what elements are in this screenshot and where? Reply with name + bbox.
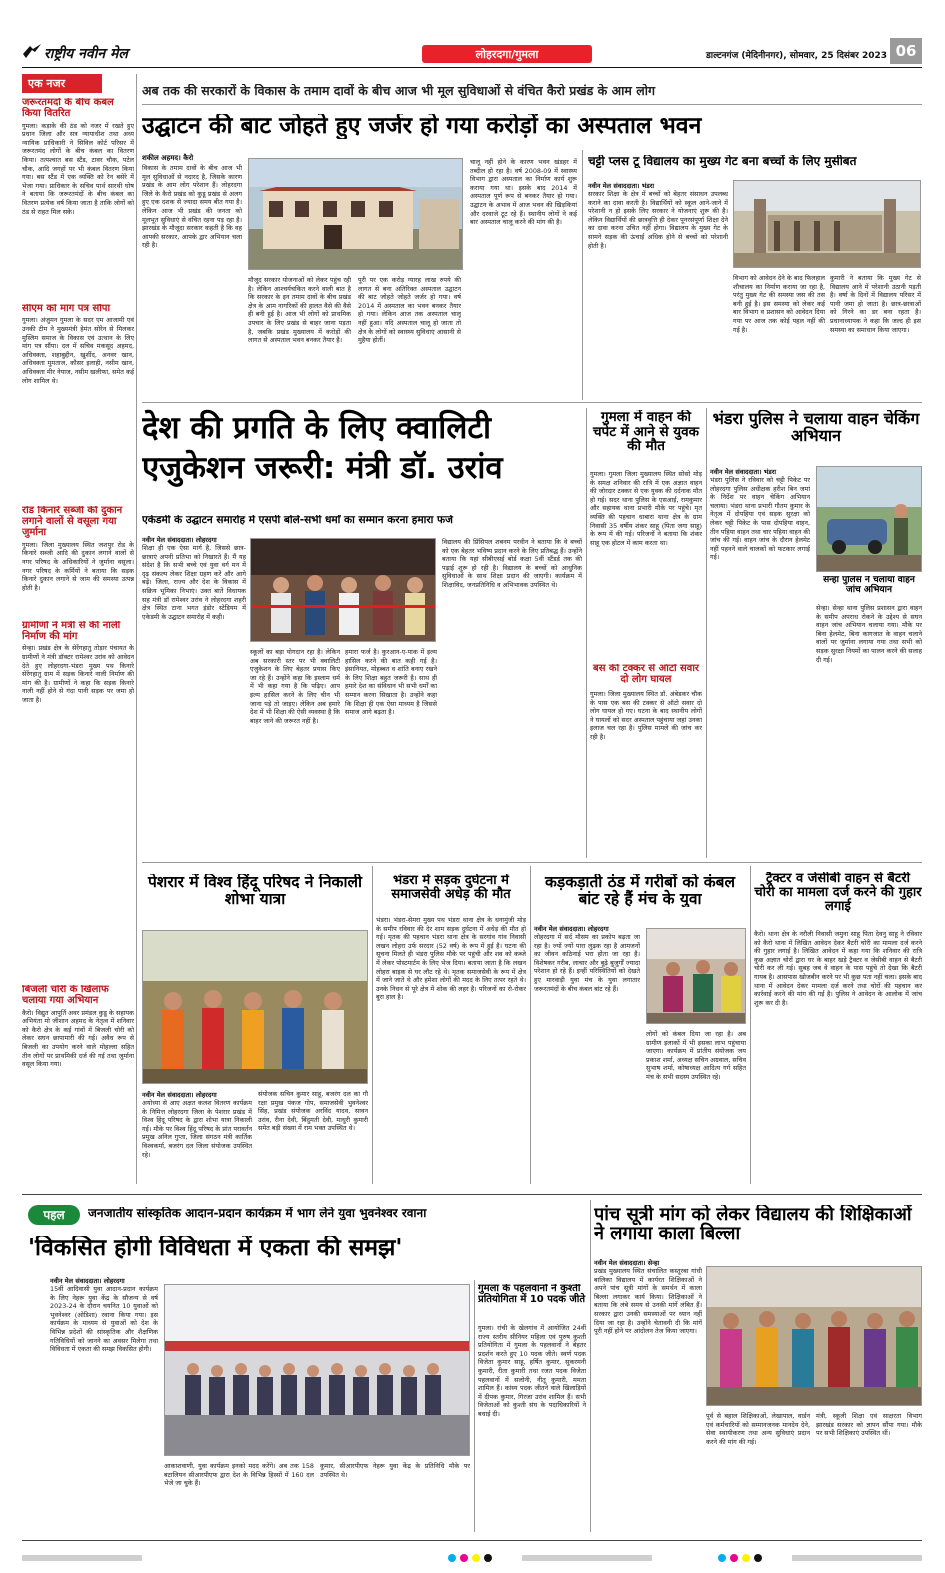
nazar-title-3: रोड किनारे सब्जी की दुकान लगाने वालों से वसूला गया जुर्माना [22,506,123,538]
paper-name: राष्ट्रीय नवीन मेल [44,46,128,62]
story10-headline: गुमला के पहलवानों ने कुश्ती प्रतियोगिता में 10 पदक जीते [478,1284,586,1305]
story11-headline: पांच सूत्री मांग को लेकर विद्यालय की शिक्षिकाओं ने लगाया काला बिल्ला [594,1205,912,1244]
story4-sub: बस की टक्कर से ऑटो सवार दो लोग घायल [592,664,700,685]
story3-col1: शिक्षा ही एक ऐसा मार्ग है, जिससे छात्र-छात्राएं अपनी प्रतिभा को निखारते हैं। मैं यह संदेश है कि सभी बच्चे एवं युवा वर्ग मन में दृढ़ संकल्प लेकर शिक्षा ग्रहण करें और आगे बढ़ें। जिला, राज्य और देश के विकास में सक्रिय भूमिका निभाएं। उक्त बातें विधायक सह मंत्री डॉ रामेश्वर उरांव ने लोहरदगा शहरी क्षेत्र स्थित टाना भगत इंडोर स्टेडियम में एकेडमी के उद्घाटन समारोह में कही। [142,544,246,621]
registration-marks [22,1548,922,1558]
story8-col1: लोहरदगा में सर्द मौसम का प्रकोप बढ़ता जा रहा है। ज्यों ज्यों पारा लुढ़क रहा है आमजनों का जीवन कठिनाई भरा होता जा रहा है। विशेषकर गरीब, लाचार और बूढ़े बुजुर्गों ज्यादा परेशान हो रहे हैं। इन्हीं परिस्थितियों को देखते हुए मारवाड़ी युवा मंच के युवा लगातार जरूरतमंदों के बीच कंबल बांट रहे हैं। [534,933,640,993]
nazar-title-1: जरूरतमंदों के बीच कंबल किया वितरित [22,98,114,119]
academy-inauguration-photo [250,538,436,642]
story5-col2: सेन्हा। सेन्हा थाना पुलिस प्रशासन द्वारा वाहन के समीप अपराध रोकने के उद्देश्य से सघन वाहन जांच अभियान चलाया गया। मौके पर बिना हेलमेट, बिना कागजात के वाहन चलाने वालों पर जुर्माना लगाया गया तथा सभी को सड़क सुरक्षा नियमों का पालन करने की सलाह दी गई। [816,604,922,664]
pahal-kicker: जनजातीय सांस्कृतिक आदान-प्रदान कार्यक्रम में भाग लेने युवा भुवनेश्वर रवाना [88,1207,427,1220]
story9-headline: ट्रैक्टर व जेसीबी वाहन से बैटरी चोरी का मामला दर्ज करने की गुहार लगाई [754,872,922,915]
blanket-distribution-photo [646,928,746,1024]
nazar-title-4: ग्रामीणों ने मंत्री से की नाली निर्माण की मांग [22,620,121,642]
story10-body: गुमला। रांची के खेलगांव में आयोजित 24वीं राज्य स्तरीय सीनियर महिला एवं पुरुष कुश्ती प्रतियोगिता में गुमला के पहलवानों ने बेहतर प्रदर्शन करते हुए 10 पदक जीते। स्वर्ण पदक विजेता कुमार साहू, हर्षित कुमार, सुकरमनी कुमारी, रीता कुमारी तथा रजत पदक विजेता पहलवानों में सलोनी, नीतू कुमारी, ममता शामिल हैं। कांस्य पदक जीतने वाले खिलाड़ियों में दीपक कुमार, गिरजा उरांव शामिल हैं। सभी विजेताओं को कुश्ती संघ के पदाधिकारियों ने बधाई दी। [478,1324,586,1418]
nazar-body-1: गुमला। कड़ाके की ठंड को नजर में रखते हुए प्रधान जिला और सत्र न्यायाधीश तथा अध्य न्यायिक प्राधिकारी ने सिविल कोर्ट परिसर में जरूरतमंद लोगों के बीच कंबल का वितरण किया। तत्पश्चात बस स्टैंड, टावर चौक, पटेल चौक, आदि जगहों पर भी कंबल वितरण किया गया। बस स्टैंड में एक व्यक्ति को रेन बसेरे में भेजा गया। प्राधिकार के सचिव पार्थ सारथी घोष ने बताया कि जरूरतमंदों के बीच कंबल का वितरण प्रत्येक वर्ष किया जाता है ताकि लोगों को ठंड से राहत मिल सके। [22,121,134,216]
story8-byline: नवीन मेल संवाददाता। लोहरदगा [534,925,609,933]
story2-col2: विभाग को आवेदन देने के बाद फिलहाल शौचालय का निर्माण कराया जा रहा है, परंतु मुख्य गेट की समस्या जस की तस बनी हुई है। इस समस्या को लेकर कई बार विभाग व प्रशासन को आवेदन दिया गया पर आज तक कोई पहल नहीं की गई है। [733,274,825,334]
story7-headline: भंडरा में सड़क दुर्घटना में समाजसेवी अधेड़ की मौत [391,874,511,903]
story3-subhead: एकेडमी के उद्घाटन समारोह में एसपी बोले-सभी धर्मों का सम्मान करना हमारा फर्ज [142,515,453,526]
hospital-photo [248,158,463,270]
story2-byline: नवीन मेल संवाददाता। भंडरा [588,182,655,190]
story11-col2: पूर्व से बहाल शिक्षिकाओं, लेखापाल, वार्डन एवं कर्मचारियों को सम्मानजनक मानदेय देने, सेवा स्थायीकरण तथा अन्य सुविधाएं प्रदान करने की मांग की गई। [706,1412,810,1446]
story1-col2: मौजूद सरकार योजनाओं को लेकर पहुंच रही है। लेकिन आश्चर्यचकित करने वाली बात है कि सरकार के इन तमाम दावों के बीच प्रखंड क्षेत्र के आम नागरिकों की हालत वैसे की वैसे ही बनी हुई है। आज भी लोगों को प्राथमिक उपचार के लिए प्रखंड से बाहर जाना पड़ता है, जबकि प्रखंड मुख्यालय में करोड़ों की लागत से अस्पताल भवन बनकर तैयार है। [248,276,351,345]
pahal-label: पहल [28,1205,80,1225]
story5-caption: सेन्हा पुलिस ने चलाया वाहन जांच अभियान [823,576,915,595]
story11-col3: मंत्री, स्कूली शिक्षा एवं साक्षरता विभाग झारखंड सरकार को ज्ञापन सौंपा गया। मौके पर सभी शिक्षिकाएं उपस्थित थीं। [816,1412,922,1438]
story8-headline: कड़कड़ाती ठंड में गरीबों को कंबल बांट रहे हैं मंच के युवा [545,874,735,908]
place-date: डाल्टनगंज (मेदिनीनगर), सोमवार, 25 दिसंबर 2023 [705,51,887,61]
story3-col3: हमारा फर्ज है। कुरआन-ए-पाक में इल्म हासिल करने की बात कही गई है। इंसानियत, मोहब्बत व शांति बनाए रखने के लिए शिक्षा बहुत जरूरी है। साथ ही हमारे देश का संविधान भी सभी धर्मों का सम्मान करना सिखाता है। उन्होंने कहा कि शिक्षा ही एक ऐसा माध्यम है जिससे समाज आगे बढ़ता है। [345,648,437,717]
pahal-col1: 15वीं आदिवासी युवा आदान-प्रदान कार्यक्रम के लिए नेहरू युवा केंद्र के सौजन्य से वर्ष 2023-24 के दौरान चयनित 10 युवाओं को भुवनेश्वर (ओडिशा) रवाना किया गया। इस कार्यक्रम के माध्यम से युवाओं को देश के विभिन्न प्रदेशों की सांस्कृतिक और शैक्षणिक गतिविधियों को जानने का अवसर मिलेगा तथा विविधता में एकता की समझ विकसित होगी। [50,1285,158,1354]
story7-body: भंडरा। भंडरा-सेमरा मुख्य पथ भंडरा थाना क्षेत्र के धनामुंजी मोड़ के समीप रविवार की देर शाम सड़क दुर्घटना में अधेड़ की मौत हो गई। मृतक की पहचान भंडरा थाना क्षेत्र के सरगांव गांव निवासी लखन लोहरा उर्फ सरदार (52 वर्ष) के रूप में हुई है। घटना की सूचना मिलते ही भंडरा पुलिस मौके पर पहुंची और शव को कब्जे में लेकर पोस्टमार्टम के लिए भेज दिया। बताया जाता है कि लखन लोहरा बाइक से घर लौट रहे थे। मृतक समाजसेवी के रूप में क्षेत्र में जाने जाते थे और हमेशा लोगों की मदद के लिए तत्पर रहते थे। उनके निधन से पूरे क्षेत्र में शोक की लहर है। परिजनों का रो-रोकर बुरा हाल है। [376,916,526,1002]
story1-kicker: अब तक की सरकारों के विकास के तमाम दावों के बीच आज भी मूल सुविधाओं से वंचित कैरो प्रखंड के आम लोग [142,84,655,98]
teachers-protest-photo [706,1266,922,1406]
story3-byline: नवीन मेल संवाददाता। लोहरदगा [142,536,217,544]
story6-col1: अयोध्या से आए अक्षत कलश वितरण कार्यक्रम के निमित्त लोहरदगा जिला के पेशरार प्रखंड में विश्व हिंदू परिषद के द्वारा शोभा यात्रा निकाली गई। मौके पर विश्व हिंदू परिषद के प्रांत परावर्तन प्रमुख अनिल गुप्ता, जिला संगठन मंत्री कार्तिक विश्वकर्मा, बजरंग दल जिला संयोजक उपस्थित रहे। [142,1099,252,1159]
school-gate-photo [733,180,921,268]
story5-col1: भंडरा पुलिस ने रविवार को चट्टी पिकेट पर लोहरदगा पुलिस अधीक्षक हरीश बिन जमां के निर्देश पर वाहन चेकिंग अभियान चलाया। भंडरा थाना प्रभारी गौतम कुमार के नेतृत्व में दोपहिया एवं सड़क सुरक्षा को लेकर चट्टी पिकेट के पास दोपहिया वाहन, तीन पहिया वाहन तथा चार पहिया वाहन की जांच की गई। वाहन जांच के दौरान हेलमेट नहीं पहनने वाले चालकों को फटकार लगाई गई। [710,476,810,562]
story6-headline: पेशरार में विश्व हिंदू परिषद ने निकाली शोभा यात्रा [147,874,362,908]
ek-nazar-column-b [22,915,134,1185]
ek-nazar-label: एक नजर [22,74,102,93]
youth-exchange-photo [164,1284,470,1456]
ek-nazar-column [22,74,134,914]
story11-byline: नवीन मेल संवाददाता। सेन्हा [594,1259,660,1267]
story1-col1: विकास के तमाम दावों के बीच आज भी मूल सुविधाओं से नदारद है, जिसके कारण प्रखंड के आम लोग परेशान हैं। लोहरदगा जिले के कैरो प्रखंड को कुडू प्रखंड से अलग हुए एक दशक से ज्यादा समय बीत गया है। लेकिन आज भी प्रखंड की जनता को मूलभूत सुविधाएं से वंचित रहना पड़ रहा है। झारखंड के मौजूदा सरकार कहती है कि वह आपकी सरकार, आपके द्वार अभियान चला रही है। [142,164,242,250]
vehicle-check-photo [816,466,922,572]
story2-col1: सरकार शिक्षा के क्षेत्र में बच्चों को बेहतर संसाधन उपलब्ध कराने का दावा करती है। विद्यार्थियों को स्कूल आने-जाने में परेशानी न हो इसके लिए सरकार ने योजनाएं शुरू की है। लेकिन विद्यार्थियों की छात्रवृत्ति ही देकर पूनरसंपूर्णा शिक्षा देने का दावा करना उचित नहीं होगा। विद्यालय के मुख्य गेट के सामने सड़क की ऊंचाई अधिक होने से बच्चों को परेशानी होती है। [588,190,728,250]
story1-byline: शकील अहमद। कैरो [142,154,194,162]
story9-body: कैरो। थाना क्षेत्र के नरौली निवासी जमुना साहू पिता देवनु साहू ने रविवार को कैरो थाना में लिखित आवेदन देकर बैटरी चोरी का मामला दर्ज करने की गुहार लगाई है। लिखित आवेदन में कहा गया कि शनिवार की रात्रि कुछ अज्ञात चोरों द्वारा घर के बाहर खड़े ट्रैक्टर व जेसीबी वाहन से बैटरी चोरी कर ली गई। सुबह जब वे वाहन के पास पहुंचे तो देखा कि बैटरी गायब है। आसपास खोजबीन करने पर भी कुछ पता नहीं चला। इसके बाद थाना में आवेदन देकर मामला दर्ज करने तथा चोरों की पहचान कर कार्रवाई करने की मांग की गई है। पुलिस ने आवेदन के आलोक में जांच शुरू कर दी है। [754,930,922,1007]
pahal-col2: आकाशवाणी, युवा कार्यक्रम इनको मदद करेंगे। अब तक 158 बटालियन सीआरपीएफ द्वारा देश के विभिन्न हिस्सों में 160 दल भेजे जा चुके हैं। [164,1462,314,1488]
story1-col4: चालू नहीं होने के कारण भवन खंडहर में तब्दील हो रहा है। वर्ष 2008-09 में स्वास्थ्य विभाग द्वारा अस्पताल का निर्माण कार्य शुरू कराया गया था। इसके बाद 2014 में अस्पताल पूर्ण रूप से बनकर तैयार हो गया। उद्घाटन के अभाव में आज भवन की खिड़कियां और दरवाजे टूट रहे हैं। स्थानीय लोगों ने कई बार अस्पताल चालू करने की मांग की है। [470,158,577,227]
nazar-body-4: सेन्हा। प्रखंड क्षेत्र के सेरेंगहातु तोड़ार पंचायत के ग्रामीणों ने मंत्री डॉक्टर रामेश्वर उरांव को आवेदन देते हुए लोहरदगा-भंडरा मुख्य पथ किनारे सेरेंगहातु ग्राम में सड़क किनारे नाली निर्माण की मांग की है। ग्रामीणों ने कहा कि सड़क किनारे नाली नहीं होने से गंदा पानी सड़क पर जमा हो जाता है। [22,644,134,704]
story3-col2: स्कूलों का बड़ा योगदान रहा है। लेकिन अब सरकारी स्तर पर भी क्वालिटी एजुकेशन के लिए बेहतर प्रयास किए जा रहे हैं। उन्होंने कहा कि इस्लाम धर्म में भी कहा गया है कि पढ़िए। आप इल्म हासिल करने के लिए चीन भी जाना पड़े तो जाइए। लेकिन अब हमारे देश में भी शिक्षा की ऐसी व्यवस्था है कि बाहर जाने की जरूरत नहीं है। [250,648,340,725]
nazar-body-5: कैरो। विद्युत आपूर्ति अवर प्रमंडल कुडू के सहायक अभियंता मो जीशान अहमद के नेतृत्व में शनिवार को कैरो क्षेत्र के कई गांवों में बिजली चोरी को लेकर सघन छापामारी की गई। अवैध रूप से बिजली का उपयोग करने वाले मोहल्ला सहित तीन लोगों पर प्राथमिकी दर्ज की गई तथा जुर्माना वसूल किया गया। [22,1008,134,1069]
story1-col3: पूरी पर एक करोड़ ग्यारह लाख रुपये की लागत से बना अतिरिक्त अस्पताल उद्घाटन की बाट जोहते जोहते जर्जर हो गया। वर्ष 2014 में अस्पताल का भवन बनकर तैयार हो गया। लेकिन आज तक अस्पताल चालू नहीं हुआ। यदि अस्पताल चालू हो जाता तो क्षेत्र के लोगों को स्वास्थ्य सुविधाएं आसानी से मुहैया होतीं। [358,276,461,345]
story6-byline: नवीन मेल संवाददाता। लोहरदगा [142,1091,217,1099]
section-name: लोहरदगा/गुमला [475,48,539,61]
nazar-title-5: बिजली चोरी के खिलाफ चलाया गया अभियान [22,985,109,1006]
nazar-title-2: सीएम को मांग पत्र सौंपा [22,303,111,314]
story3-col4: विद्यालय की प्रिंसिपल शबनम परवीन ने बताया कि वे बच्चों को एक बेहतर भविष्य प्रदान करने के लिए प्रतिबद्ध हैं। उन्होंने बताया कि यहां सीबीएसई बोर्ड कक्षा 5वीं स्टैंडर्ड तक की पढ़ाई शुरू हो रही है। विद्यालय के बच्चों को आधुनिक सुविधाओं के साथ शिक्षा प्रदान की जाएगी। कार्यक्रम में शिक्षाविद, जनप्रतिनिधि व अभिभावक उपस्थित थे। [442,538,582,589]
shobha-yatra-photo [142,930,368,1084]
story5-headline: भंडरा पुलिस ने चलाया वाहन चेकिंग अभियान [712,410,920,445]
pahal-headline: 'विकसित होगी विविधता में एकता की समझ' [28,1236,403,1261]
story4-sub-body: गुमला। जिला मुख्यालय स्थित डॉ. अंबेडकर चौक के पास एक बस की टक्कर से ऑटो सवार दो लोग घायल हो गए। घटना के बाद स्थानीय लोगों ने घायलों को सदर अस्पताल पहुंचाया जहां उनका इलाज चल रहा है। पुलिस मामले की जांच कर रही है। [590,690,702,741]
story4-body: गुमला। गुमला जिला मुख्यालय स्थित सोसो मोड़ के समक्ष शनिवार की रात्रि में एक अज्ञात वाहन की जोरदार टक्कर से एक युवक की दर्दनाक मौत हो गई। सदर थाना पुलिस के एसआई, रामकुमार और सहायक थाना प्रभारी मौके पर पहुंचे। मृत व्यक्ति की पहचान धाबारा थाना क्षेत्र के ग्राम निवासी 35 वर्षीय शंकर साहू (पिता जगा साहू) के रूप में की गई। परिजनों ने बताया कि शंकर साहू एक होटल में काम करता था। [590,470,702,547]
story3-headline: देश की प्रगति के लिए क्वालिटी एजुकेशन जरूरी: मंत्री डॉ. उरांव [142,410,503,486]
story5-byline: नवीन मेल संवाददाता। भंडरा [710,468,777,476]
story2-headline: चट्टी प्लस टू विद्यालय का मुख्य गेट बना बच्चों के लिए मुसीबत [588,155,857,168]
pahal-byline: नवीन मेल संवाददाता। लोहरदगा [50,1277,125,1285]
page-number: 06 [890,38,922,64]
story11-col1: प्रखंड मुख्यालय स्थित संचालित कस्तूरबा गांधी बालिका विद्यालय में कार्यरत शिक्षिकाओं ने अपने पांच सूत्री मांगों के समर्थन में काला बिल्ला लगाकर कार्य किया। शिक्षिकाओं ने बताया कि लंबे समय से उनकी मांगें लंबित हैं। सरकार द्वारा उनकी समस्याओं पर ध्यान नहीं दिया जा रहा है। उन्होंने चेतावनी दी कि मांगें पूरी नहीं होने पर आंदोलन तेज किया जाएगा। [594,1267,702,1336]
story6-col2: संयोजक सचिन कुमार साहू, बजरंग दल का गौ रक्षा प्रमुख पंकज गोप, समाजसेवी भुवनेश्वर सिंह, प्रखंड संयोजक अरविंद यादव, सावन उरांव, रीना देवी, बिंदुमती देवी, माधुरी कुमारी समेत बड़ी संख्या में राम भक्त उपस्थित थे। [258,1090,368,1133]
story8-col2: लोगों को कंबल दिया जा रहा है। अब ग्रामीण इलाकों में भी इसका लाभ पहुंचाया जाएगा। कार्यक्रम में प्रांतीय संयोजक जय प्रकाश शर्मा, अध्यक्ष सचिन अग्रवाल, सचिव सुभाष शर्मा, कोषाध्यक्ष आदित्य गर्ग सहित मंच के सभी सदस्य उपस्थित रहे। [646,1030,746,1081]
story1-headline: उद्घाटन की बाट जोहते हुए जर्जर हो गया करोड़ों का अस्पताल भवन [142,114,702,139]
masthead [22,36,922,68]
story4-headline: गुमला में वाहन की चपेट में आने से युवक की मौत [592,410,700,454]
pahal-col3: कुमार, सीआरपीएफ नेहरू युवा केंद्र के प्रतिनिधि मौके पर उपस्थित थे। [320,1462,470,1479]
story2-col3: कुमारी ने बताया कि मुख्य गेट से विद्यालय आने में परेशानी उठानी पड़ती है। वर्षा के दिनों में विद्यालय परिसर में पानी जमा हो जाता है। छात्र-छात्राओं को गिरने का डर बना रहता है। प्रधानाध्यापक ने कहा कि जल्द ही इस समस्या का समाधान किया जाएगा। [830,274,921,334]
nazar-body-2: गुमला। अंजुमन गुमला के सदर एम आजामी एवं उनकी टीम ने मुख्यमंत्री हेमंत सोरेन से मिलकर मुस्लिम समाज के विकास एवं उत्थान के लिए मांग पत्र सौंपा। दल में सचिव मकसूद अहमद, अधिवक्ता, शहाबुद्दीन, खुर्शीद, अनवर खान, अधिवक्ता मुमताज, कौसर इलाही, नसीम खान, अधिवक्ता मीर नेयाज, नसीम खलीफा, समेत कई लोग शामिल थे। [22,316,134,385]
nazar-body-3: गुमला। जिला मुख्यालय स्थित जशपुर रोड के किनारे सब्जी आदि की दुकान लगाने वालों से नगर परिषद के अधिकारियों ने जुर्माना वसूला। नगर परिषद के कर्मियों ने बताया कि सड़क किनारे दुकान लगाने से जाम की समस्या उत्पन्न होती है। [22,540,134,592]
paper-logo-icon [22,42,42,60]
